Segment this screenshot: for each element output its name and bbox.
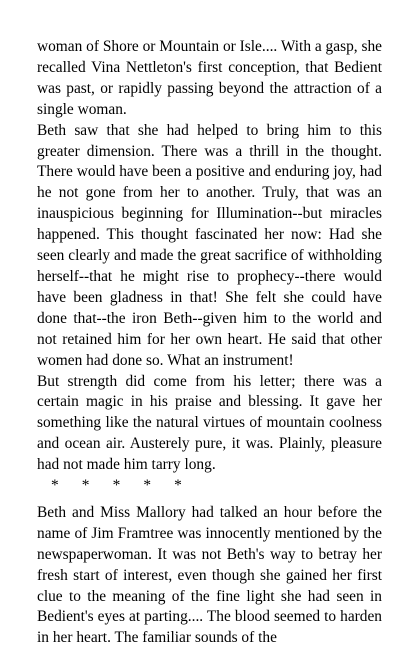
paragraph-1: woman of Shore or Mountain or Isle.... With a gasp, she recalled Vina Nettleton's first conception, that Bedient was past, or rapidly passing beyond the attraction of a single woman. <box>37 38 382 118</box>
paragraph-2: Beth saw that she had helped to bring him to this greater dimension. There was a thrill in the thought. There would have been a positive and enduring joy, had he not gone from her to another. Truly, that was an inauspicious beginning for Illumination--but miracles happened. This thought fascinated her now: Had she seen clearly and made the great sacrifice of withholding herself--that he might rise to prophecy--there would have been gladness in that! She felt she could have done that--the iron Beth--given him to the world and not retained him for her own heart. He said that other women had done so. What an instrument! <box>37 121 382 369</box>
paragraph-3: But strength did come from his letter; there was a certain magic in his praise and blessing. It gave her something like the natural virtues of mountain coolness and ocean air. Austerely pure, it was. Plainly, pleasure had not made him tarry long. <box>37 372 382 474</box>
paragraph-4: Beth and Miss Mallory had talked an hour before the name of Jim Framtree was innocently mentioned by the newspaperwoman. It was not Beth's way to betray her fresh start of interest, even though she gained her first clue to the meaning of the fine light she had seen in Bedient's eyes at parting.... The blood seemed to harden in her heart. The familiar sounds of the <box>37 503 382 647</box>
section-separator: * * * * * <box>51 477 182 495</box>
document-page <box>37 37 382 649</box>
